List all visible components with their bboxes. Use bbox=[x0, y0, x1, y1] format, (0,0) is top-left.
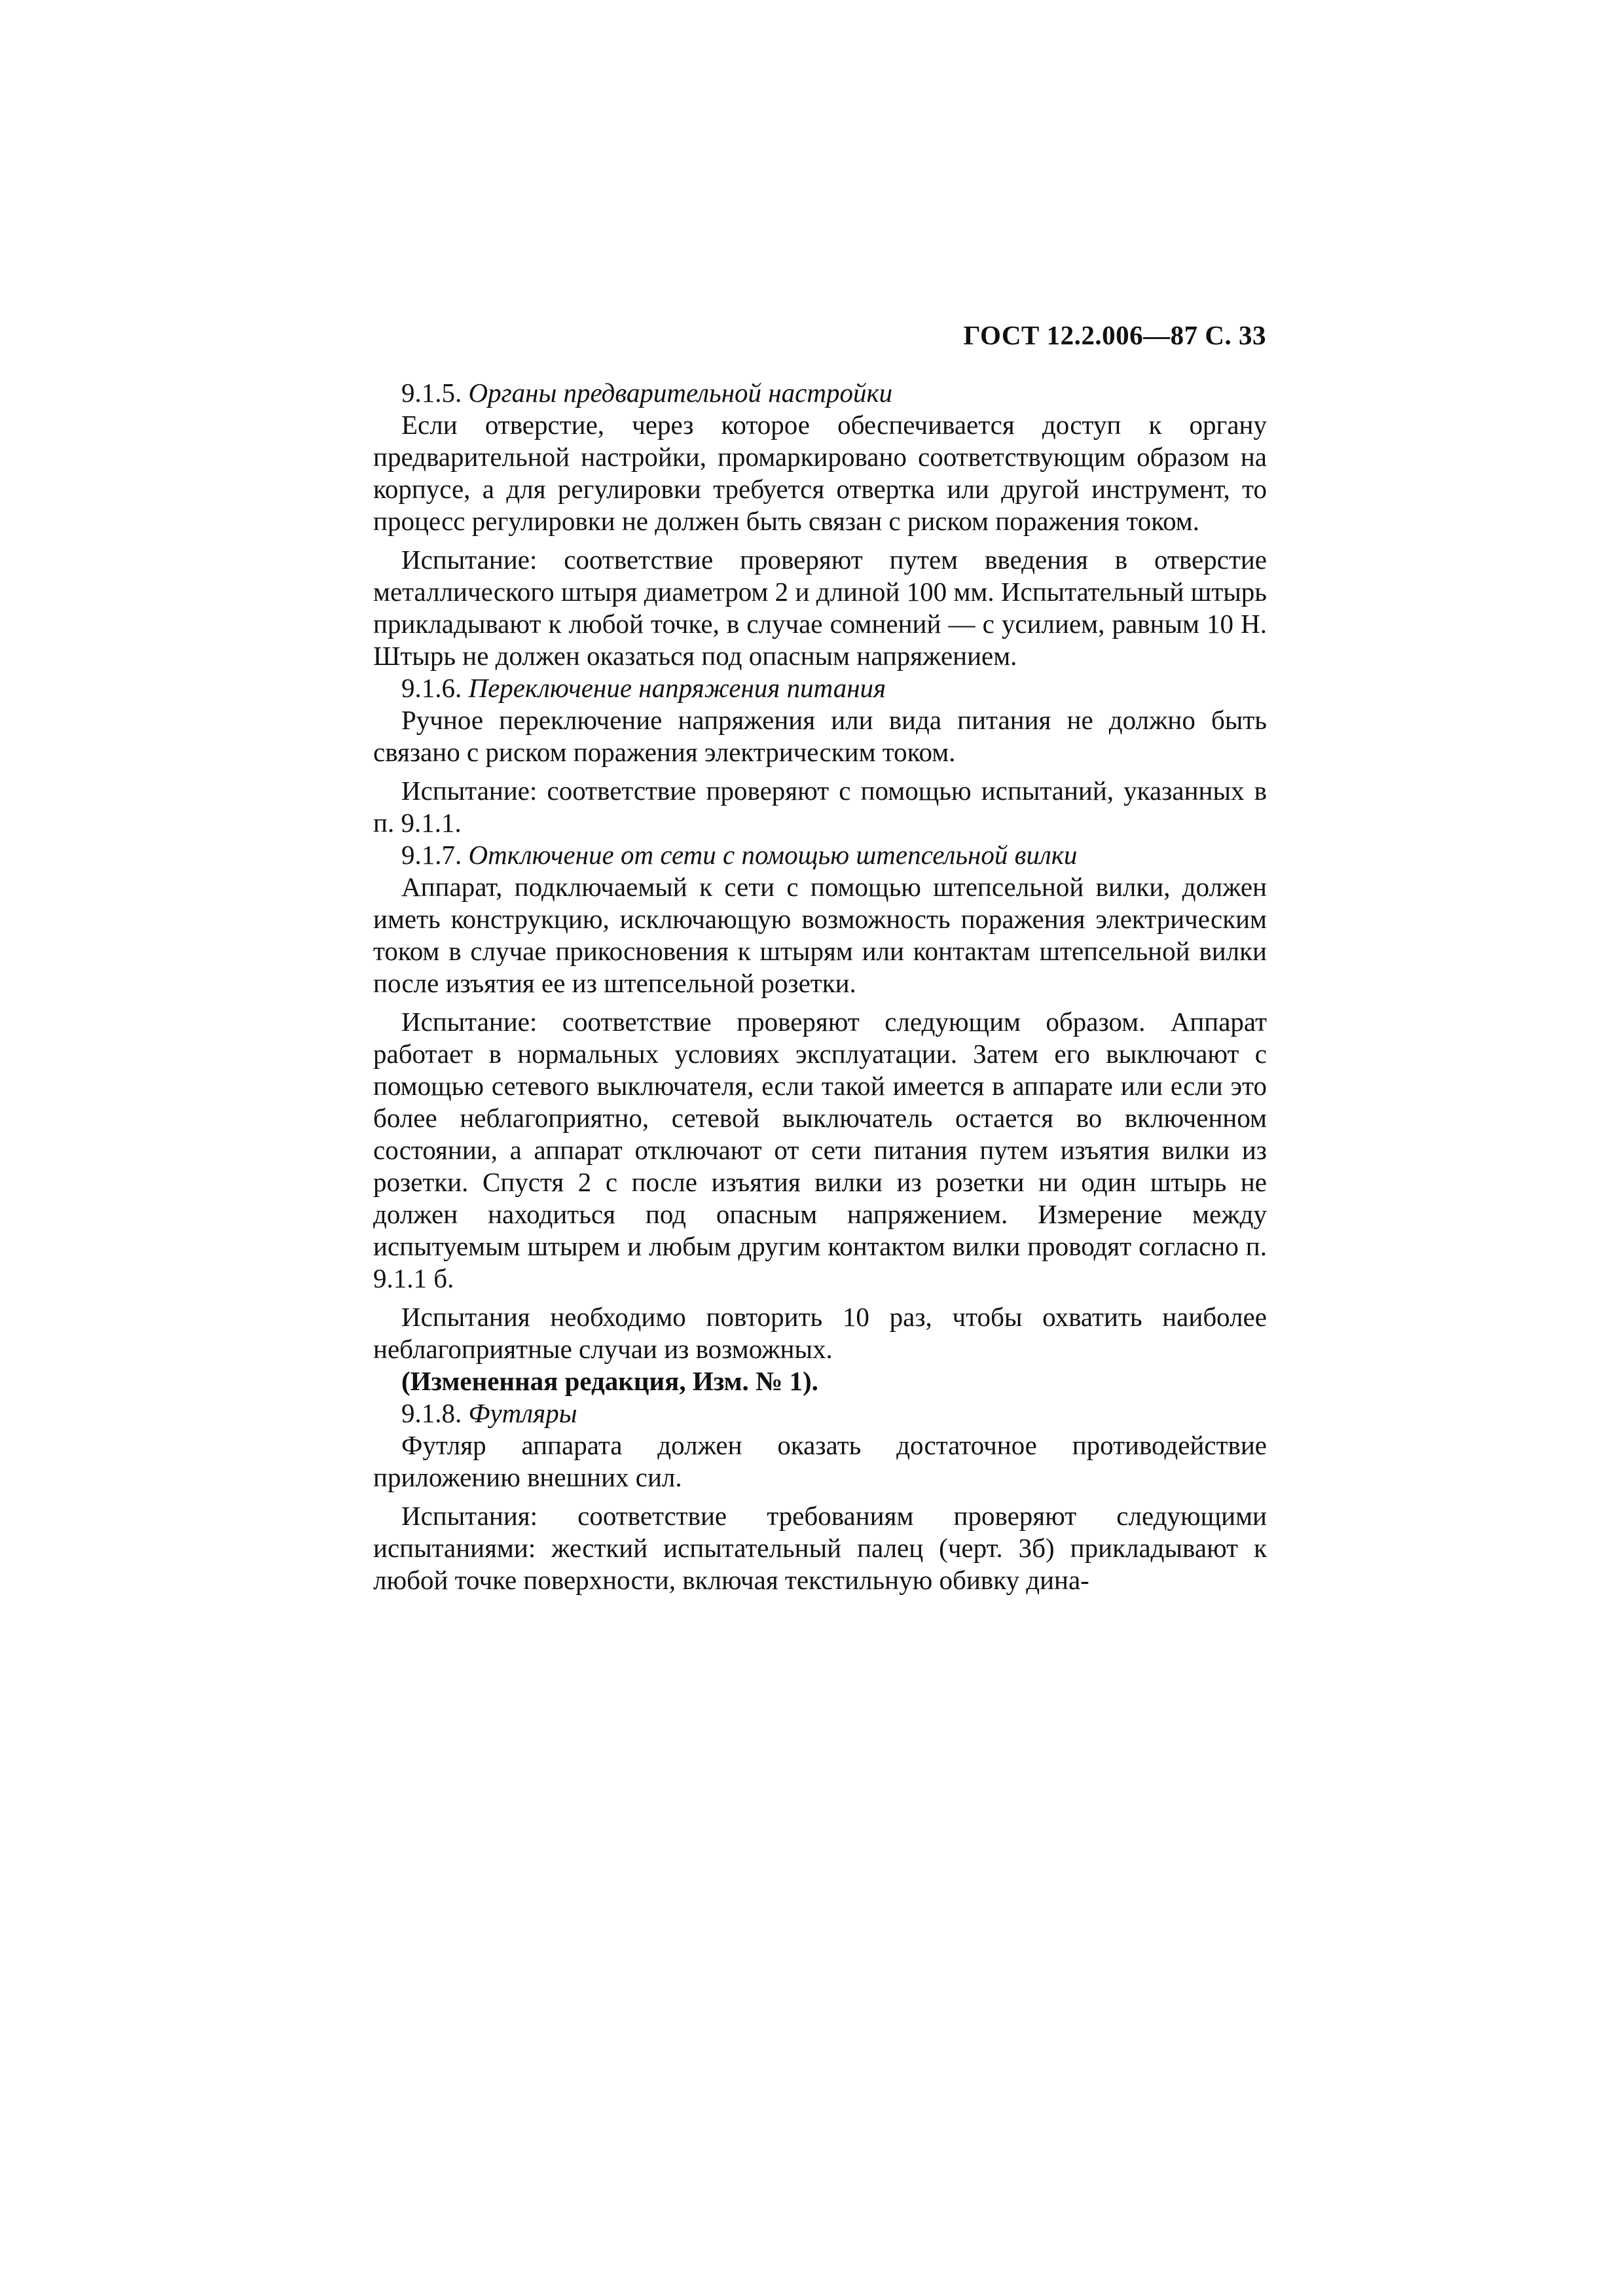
section-9-1-8-heading bbox=[373, 1397, 1267, 1429]
section-title: Переключение напряжения питания bbox=[468, 673, 886, 703]
paragraph: Если отверстие, через которое обеспечивается доступ к органу предварительной настройки, промаркировано соответствующим образом на корпусе, а для регулировки требуется отвертка или другой инструмент, то процесс регулировки не должен быть связан с риском поражения током. bbox=[373, 410, 1267, 536]
section-9-1-6-heading bbox=[373, 672, 1267, 704]
paragraph: Испытание: соответствие проверяют путем введения в отверстие металлического штыря диаметром 2 и длиной 100 мм. Испытательный штырь прикладывают к любой точке, в случае сомнений — с усилием, равным 10 Н. Штырь не должен оказаться под опасным напряжением. bbox=[373, 545, 1267, 671]
paragraph: Аппарат, подключаемый к сети с помощью штепсельной вилки, должен иметь конструкцию, исключающую возможность поражения электрическим током в случае прикосновения к штырям или контактам штепсельной вилки после изъятия ее из штепсельной розетки. bbox=[373, 872, 1267, 998]
section-number: 9.1.7. bbox=[401, 840, 462, 870]
section-9-1-7-heading bbox=[373, 839, 1267, 871]
section-number: 9.1.8. bbox=[401, 1398, 462, 1428]
section-number: 9.1.6. bbox=[401, 673, 462, 703]
section-number: 9.1.5. bbox=[401, 378, 462, 408]
paragraph: Футляр аппарата должен оказать достаточное противодействие приложению внешних сил. bbox=[373, 1430, 1267, 1492]
page-header: ГОСТ 12.2.006—87 С. 33 bbox=[963, 320, 1266, 350]
section-9-1-5-heading bbox=[373, 377, 1267, 409]
section-title: Футляры bbox=[468, 1398, 577, 1428]
section-title: Органы предварительной настройки bbox=[468, 378, 893, 408]
paragraph: Испытание: соответствие проверяют следующим образом. Аппарат работает в нормальных условиях эксплуатации. Затем его выключают с помощью сетевого выключателя, если такой имеется в аппарате или если это более неблагоприятно, сетевой выключатель остается во включенном состоянии, а аппарат отключают от сети питания путем изъятия вилки из розетки. Спустя 2 с после изъятия вилки из розетки ни один штырь не должен находиться под опасным напряжением. Измерение между испытуемым штырем и любым другим контактом вилки проводят согласно п. 9.1.1 б. bbox=[373, 1007, 1267, 1293]
paragraph: Ручное переключение напряжения или вида питания не должно быть связано с риском поражения электрическим током. bbox=[373, 705, 1267, 767]
paragraph: Испытания: соответствие требованиям проверяют следующими испытаниями: жесткий испытательный палец (черт. 3б) прикладывают к любой точке поверхности, включая текстильную обивку дина- bbox=[373, 1501, 1267, 1595]
section-title: Отключение от сети с помощью штепсельной вилки bbox=[468, 840, 1078, 870]
document-body bbox=[373, 377, 1267, 1596]
paragraph: Испытания необходимо повторить 10 раз, чтобы охватить наиболее неблагоприятные случаи из возможных. bbox=[373, 1302, 1267, 1364]
paragraph: Испытание: соответствие проверяют с помощью испытаний, указанных в п. 9.1.1. bbox=[373, 776, 1267, 838]
amendment-note: (Измененная редакция, Изм. № 1). bbox=[401, 1366, 818, 1396]
